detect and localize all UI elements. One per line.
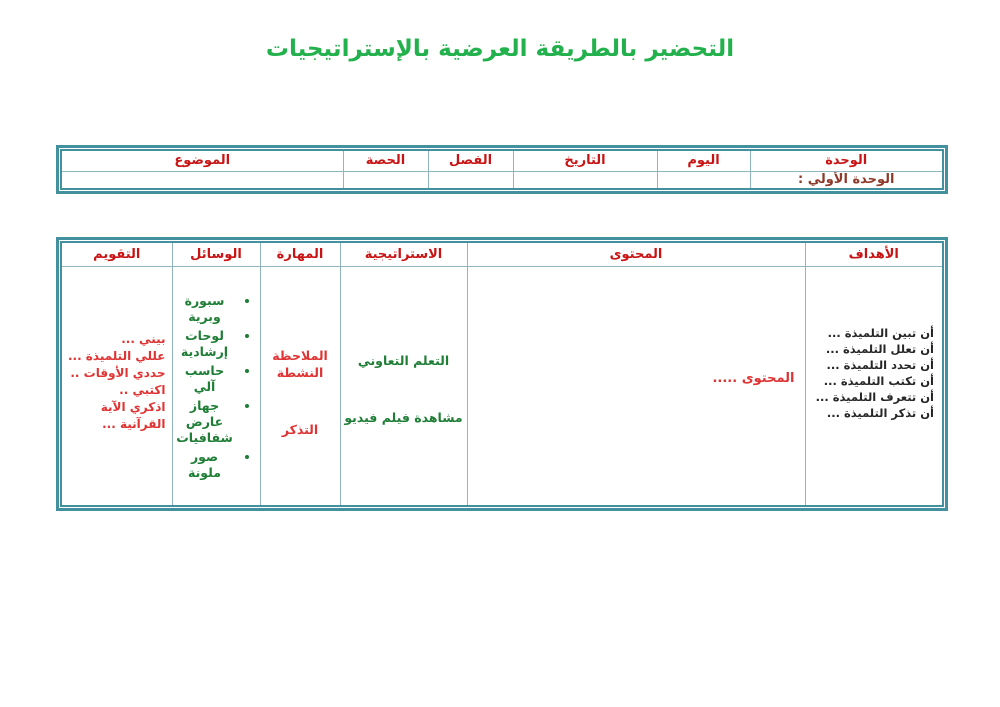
objective-line: أن تتعرف التلميذة ... [815, 389, 934, 404]
means-list [173, 293, 260, 481]
skill-cell [260, 266, 340, 506]
plan-header-objectives: الأهداف [805, 242, 943, 266]
means-item: • حاسب آلي [176, 363, 234, 395]
skill-item: الملاحظة النشطة [272, 347, 328, 380]
evaluation-item: اذكري الآية القرآنية ... [100, 399, 166, 431]
plan-table [56, 237, 948, 511]
objective-line: أن تبين التلميذة ... [827, 325, 934, 340]
info-table [56, 145, 948, 194]
content-label: المحتوى ..... [712, 370, 795, 386]
info-header-period: الحصة [343, 150, 428, 171]
objective-line: أن تعلل التلميذة ... [825, 341, 934, 356]
info-header-topic: الموضوع [61, 150, 343, 171]
plan-header-content: المحتوى [467, 242, 805, 266]
evaluation-item: بيني ... [121, 331, 166, 346]
date-empty-cell [513, 171, 657, 189]
objective-line: أن تكتب التلميذة ... [823, 373, 934, 388]
plan-body-row [61, 266, 943, 506]
means-item: • جهاز عارض شفافيات [176, 398, 234, 446]
evaluation-item: اكتبي .. [119, 382, 166, 397]
info-header-row [61, 150, 943, 171]
means-item: • لوحات إرشادية [176, 328, 234, 360]
info-header-class: الفصل [428, 150, 513, 171]
page-title: التحضير بالطريقة العرضية بالإستراتيجيات [265, 36, 735, 62]
means-item: • سبورة وبرية [176, 293, 234, 325]
unit-value-cell: الوحدة الأولي : [750, 171, 943, 189]
content-cell [467, 266, 805, 506]
info-value-row [61, 171, 943, 189]
info-table-grid [60, 149, 944, 190]
evaluation-item: عللي التلميذة ... [67, 348, 166, 363]
class-empty-cell [428, 171, 513, 189]
objective-line: أن تحدد التلميذة ... [826, 357, 934, 372]
plan-header-means: الوسائل [172, 242, 260, 266]
plan-header-skill: المهارة [260, 242, 340, 266]
strategy-item: التعلم التعاوني [357, 352, 450, 368]
day-empty-cell [657, 171, 750, 189]
objective-line: أن تذكر التلميذة ... [826, 405, 934, 420]
plan-header-evaluation: التقويم [61, 242, 172, 266]
topic-empty-cell [61, 171, 343, 189]
means-item: • صور ملونة [176, 449, 234, 481]
strategy-cell [340, 266, 467, 506]
info-header-date: التاريخ [513, 150, 657, 171]
info-header-day: اليوم [657, 150, 750, 171]
plan-header-row [61, 242, 943, 266]
period-empty-cell [343, 171, 428, 189]
info-header-unit: الوحدة [750, 150, 943, 171]
objectives-cell [805, 266, 943, 506]
means-cell [172, 266, 260, 506]
plan-table-grid [60, 241, 944, 507]
evaluation-item: حددي الأوقات .. [70, 365, 166, 380]
evaluation-cell [61, 266, 172, 506]
strategy-item: مشاهدة فيلم فيديو [344, 409, 463, 425]
skill-item: التذكر [281, 421, 319, 437]
plan-header-strategy: الاستراتيجية [340, 242, 467, 266]
